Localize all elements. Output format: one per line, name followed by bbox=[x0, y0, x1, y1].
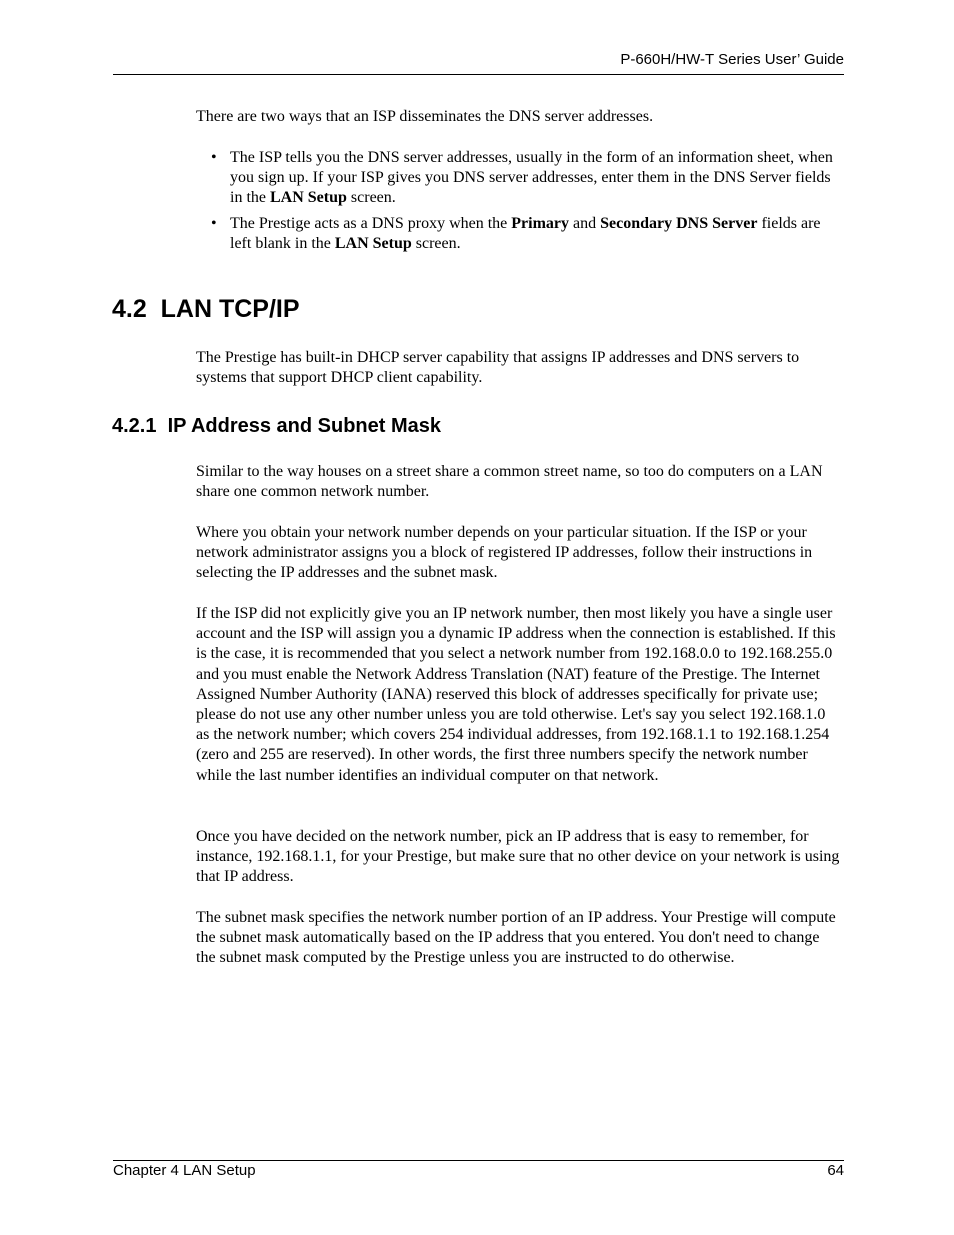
section-heading: 4.2 LAN TCP/IP bbox=[112, 295, 300, 323]
list-item-text: The Prestige acts as a DNS proxy when the bbox=[230, 214, 512, 232]
list-item-text: fields are left blank in the bbox=[230, 214, 821, 252]
section-paragraph: The Prestige has built-in DHCP server capability that assigns IP addresses and DNS servers to systems that support DHCP client capability. bbox=[196, 349, 800, 387]
subsection-heading: 4.2.1 IP Address and Subnet Mask bbox=[112, 415, 442, 437]
page-footer bbox=[113, 1160, 844, 1179]
intro-paragraph: There are two ways that an ISP disseminates the DNS server addresses. bbox=[196, 108, 654, 125]
list-item-text: screen. bbox=[346, 189, 396, 207]
body-paragraph: The subnet mask specifies the network number portion of an IP address. Your Prestige will compute the subnet mask automatically based on the IP address that you entered. You don't need to change the subnet mask computed by the Prestige unless you are instructed to do otherwise. bbox=[196, 909, 836, 967]
chapter-label: Chapter 4 LAN Setup bbox=[113, 1162, 256, 1179]
list-item-text: The ISP tells you the DNS server addresses, usually in the form of an information sheet, when you sign up. If your ISP gives you DNS server addresses, enter them in the DNS Server fields in the bbox=[230, 149, 833, 207]
bullet-icon: • bbox=[211, 149, 217, 166]
body-paragraph: Once you have decided on the network number, pick an IP address that is easy to remember, for instance, 192.168.1.1, for your Prestige, but make sure that no other device on your network is using that IP address. bbox=[196, 828, 840, 886]
bold-term: LAN Setup bbox=[270, 189, 347, 207]
body-paragraph: If the ISP did not explicitly give you an IP network number, then most likely you have a single user account and the ISP will assign you a dynamic IP address when the connection is established. If this is the case, it is recommended that you select a network number from 192.168.0.0 to 192.168.255.0 and you must enable the Network Address Translation (NAT) feature of the Prestige. The Internet Assigned Number Authority (IANA) reserved this block of addresses specifically for private use; please do not use any other number unless you are told otherwise. Let's say you select 192.168.1.0 as the network number; which covers 254 individual addresses, from 192.168.1.1 to 192.168.1.254 (zero and 255 are reserved). In other words, the first three numbers specify the network number while the last number identifies an individual computer on that network. bbox=[196, 605, 836, 784]
page-number: 64 bbox=[827, 1162, 844, 1179]
bold-term: Secondary DNS Server bbox=[600, 214, 758, 232]
body-paragraph: Similar to the way houses on a street share a common street name, so too do computers on a LAN share one common network number. bbox=[196, 463, 823, 501]
document-title: P-660H/HW-T Series User’ Guide bbox=[620, 51, 844, 68]
page-header bbox=[113, 50, 844, 75]
bullet-icon: • bbox=[211, 214, 217, 232]
body-paragraph: Where you obtain your network number depends on your particular situation. If the ISP or your network administrator assigns you a block of registered IP addresses, follow their instructions in selecting the IP addresses and the subnet mask. bbox=[196, 524, 813, 582]
list-item bbox=[196, 148, 842, 209]
bold-term: Primary bbox=[511, 214, 570, 232]
dns-methods-list bbox=[196, 148, 842, 259]
list-item-text: and bbox=[569, 214, 601, 232]
list-item-text: screen. bbox=[411, 234, 461, 252]
bold-term: LAN Setup bbox=[334, 234, 412, 252]
list-item bbox=[196, 214, 842, 254]
